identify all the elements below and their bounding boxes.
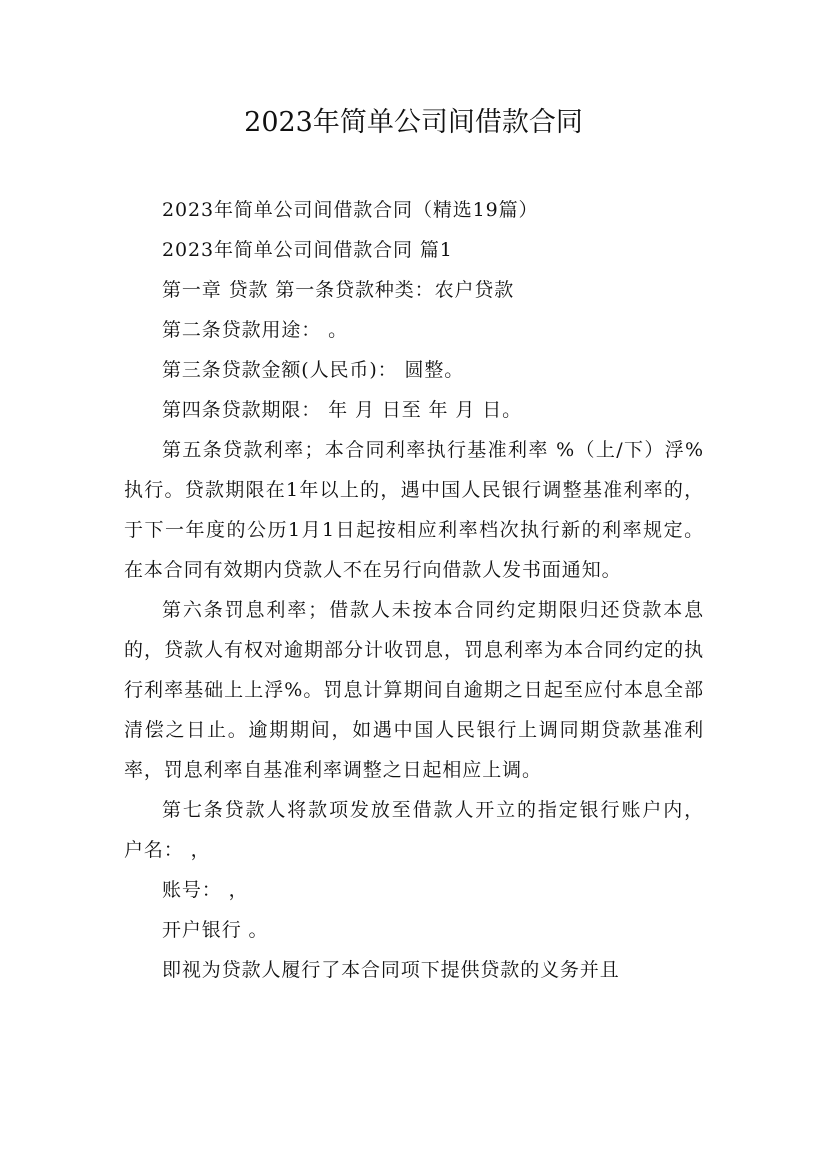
paragraph-intro: 2023年简单公司间借款合同（精选19篇） [162,199,539,221]
paragraph-account: 账号： ， [162,879,249,901]
paragraph-clause-3: 第三条贷款金额(人民币)： 圆整。 [162,359,465,381]
paragraph-clause-5: 第五条贷款利率；本合同利率执行基准利率 %（上/下）浮%执行。贷款期限在1年以上的，遇中国人民银行调整基准利率的，于下一年度的公历1月1日起按相应利率档次执行新的利率规定。在本合同有效期内贷款人不在另行向借款人发书面通知。 [124,439,704,581]
document-body [124,190,704,990]
paragraph-clause-2: 第二条贷款用途： 。 [162,319,349,341]
paragraph-clause-4: 第四条贷款期限： 年 月 日至 年 月 日。 [162,399,523,421]
paragraph-heading: 2023年简单公司间借款合同 篇1 [162,239,453,261]
paragraph-clause-1: 第一章 贷款 第一条贷款种类：农户贷款 [162,279,515,301]
document-title: 2023年简单公司间借款合同 [244,107,583,138]
paragraph-continuation: 即视为贷款人履行了本合同项下提供贷款的义务并且 [162,959,620,981]
paragraph-clause-7: 第七条贷款人将款项发放至借款人开立的指定银行账户内， 户名： ， [124,799,704,861]
paragraph-bank: 开户银行 。 [162,919,269,941]
paragraph-clause-6: 第六条罚息利率；借款人未按本合同约定期限归还贷款本息的，贷款人有权对逾期部分计收罚息，罚息利率为本合同约定的执行利率基础上上浮%。罚息计算期间自逾期之日起至应付本息全部清偿之日止。逾期期间，如遇中国人民银行上调同期贷款基准利率，罚息利率自基准利率调整之日起相应上调。 [124,599,704,781]
